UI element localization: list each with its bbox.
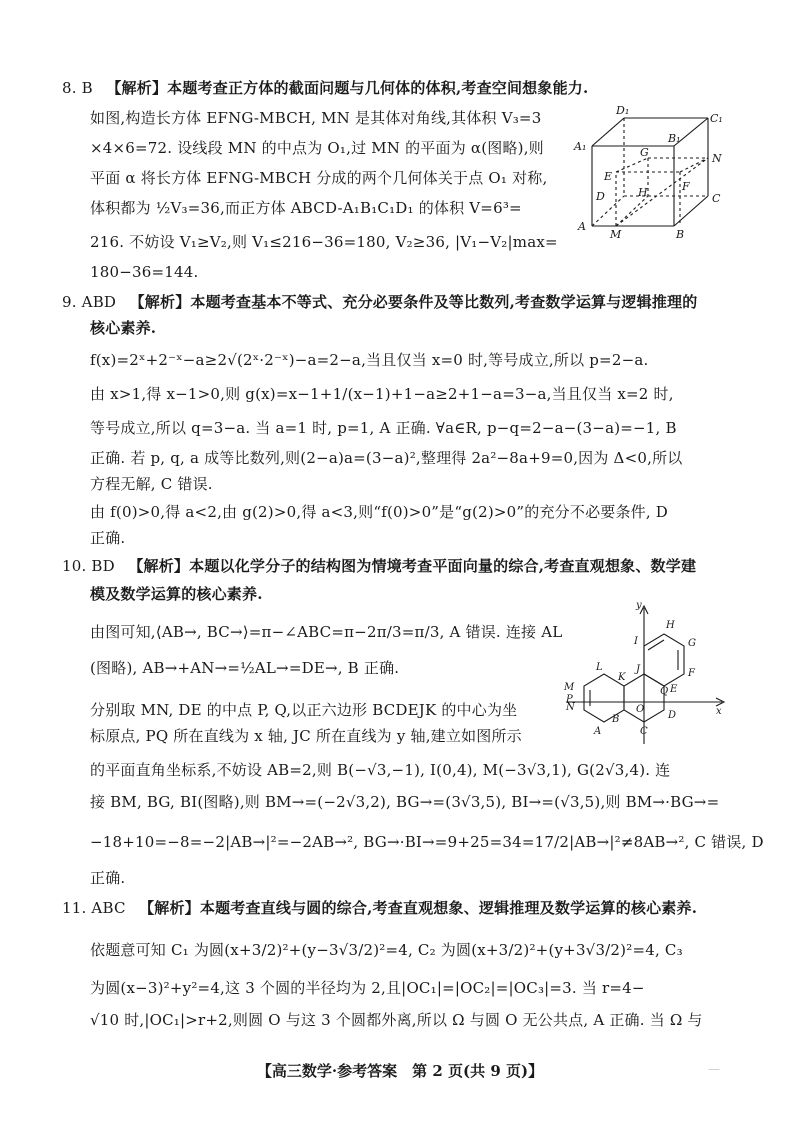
- q9-line-2: 由 x>1,得 x−1>0,则 g(x)=x−1+1/(x−1)+1−a≥2+1−a=3−a,当且仅当 x=2 时,: [90, 385, 674, 403]
- q8-line-3: 平面 α 将长方体 EFNG-MBCH 分成的两个几何体关于点 O₁ 对称,: [90, 169, 548, 187]
- label-x: x: [716, 706, 722, 717]
- label-B1: B₁: [668, 132, 681, 145]
- label-C1: C₁: [710, 112, 723, 125]
- label-C2: C: [640, 726, 648, 737]
- label-E: E: [604, 170, 613, 183]
- q11-line-1: 依题意可知 C₁ 为圆(x+3/2)²+(y−3√3/2)²=4, C₂ 为圆(x+3/2)²+(y+3√3/2)²=4, C₃: [90, 941, 683, 959]
- q8-line-1: 如图,构造长方体 EFNG-MBCH, MN 是其体对角线,其体积 V₃=3: [90, 109, 542, 127]
- q10-line-7: −18+10=−8=−2|AB→|²=−2AB→², BG→·BI→=9+25=34=17/2|AB→|²≠8AB→², C 错误, D: [90, 833, 764, 851]
- label-H: H: [638, 186, 648, 199]
- label-I: I: [634, 636, 638, 647]
- label-B: B: [676, 228, 685, 240]
- q9-line-3: 等号成立,所以 q=3−a. 当 a=1 时, p=1, A 正确. ∀a∈R, p−q=2−a−(3−a)=−1, B: [90, 419, 677, 437]
- page-footer: 【高三数学·参考答案 第 2 页(共 9 页)】: [256, 1062, 544, 1080]
- q9-line-6: 由 f(0)>0,得 a<2,由 g(2)>0,得 a<3,则“f(0)>0”是“g(2)>0”的充分不必要条件, D: [90, 503, 669, 521]
- decorative-mark: —: [708, 1062, 720, 1076]
- label-N: N: [712, 152, 722, 165]
- q10-line-3: 分别取 MN, DE 的中点 P, Q,以正六边形 BCDEJK 的中心为坐: [90, 701, 518, 719]
- q10-line-6: 接 BM, BG, BI(图略),则 BM→=(−2√3,2), BG→=(3√3,5), BI→=(√3,5),则 BM→·BG→=: [90, 793, 720, 811]
- q10-header: 10. BD 【解析】本题以化学分子的结构图为情境考查平面向量的综合,考查直观想象、数学建: [62, 557, 697, 575]
- q10-line-8: 正确.: [90, 869, 126, 887]
- q10-line-1: 由图可知,⟨AB→, BC→⟩=π−∠ABC=π−2π/3=π/3, A 错误. 连接 AL: [90, 623, 563, 641]
- q9-header: 9. ABD 【解析】本题考查基本不等式、充分必要条件及等比数列,考查数学运算与逻辑推理的: [62, 293, 698, 311]
- label-M2: M: [564, 682, 575, 693]
- label-Q: Q: [660, 686, 669, 697]
- q9-line-7: 正确.: [90, 529, 126, 547]
- q10-line-2: (图略), AB→+AN→=½AL→=DE→, B 正确.: [90, 659, 400, 677]
- q9-header-cont: 核心素养.: [90, 319, 157, 337]
- q10-molecule-figure: [560, 598, 730, 748]
- label-F: F: [682, 180, 690, 193]
- q8-line-5: 216. 不妨设 V₁≥V₂,则 V₁≤216−36=180, V₂≥36, |V₁−V₂|max=: [90, 233, 558, 251]
- q11-line-3: √10 时,|OC₁|>r+2,则圆 O 与这 3 个圆都外离,所以 Ω 与圆 O 无公共点, A 正确. 当 Ω 与: [90, 1011, 703, 1029]
- label-O: O: [636, 704, 645, 715]
- label-G2: G: [688, 638, 696, 649]
- label-D: D: [596, 190, 605, 203]
- label-H2: H: [666, 620, 675, 631]
- label-J: J: [636, 664, 641, 675]
- label-y: y: [636, 600, 642, 611]
- label-A2: A: [594, 726, 602, 737]
- label-A1: A₁: [574, 140, 587, 153]
- label-N2: N: [566, 702, 575, 713]
- q8-line-6: 180−36=144.: [90, 263, 199, 281]
- q8-line-4: 体积都为 ½V₃=36,而正方体 ABCD-A₁B₁C₁D₁ 的体积 V=6³=: [90, 199, 522, 217]
- q9-line-4: 正确. 若 p, q, a 成等比数列,则(2−a)a=(3−a)²,整理得 2a²−8a+9=0,因为 Δ<0,所以: [90, 449, 683, 467]
- label-P: P: [566, 694, 573, 705]
- label-L: L: [596, 662, 603, 673]
- q10-line-5: 的平面直角坐标系,不妨设 AB=2,则 B(−√3,−1), I(0,4), M(−3√3,1), G(2√3,4). 连: [90, 761, 671, 779]
- q8-header: 8. B 【解析】本题考查正方体的截面问题与几何体的体积,考查空间想象能力.: [62, 79, 589, 97]
- q10-header-cont: 模及数学运算的核心素养.: [90, 585, 263, 603]
- q9-line-1: f(x)=2ˣ+2⁻ˣ−a≥2√(2ˣ·2⁻ˣ)−a=2−a,当且仅当 x=0 时,等号成立,所以 p=2−a.: [90, 351, 649, 369]
- q8-cube-figure: [572, 100, 732, 240]
- q9-line-5: 方程无解, C 错误.: [90, 475, 213, 493]
- label-E2: E: [670, 684, 678, 695]
- label-M: M: [610, 228, 622, 240]
- label-B2: B: [612, 714, 620, 725]
- label-K: K: [618, 672, 626, 683]
- q8-line-2: ×4×6=72. 设线段 MN 的中点为 O₁,过 MN 的平面为 α(图略),则: [90, 139, 544, 157]
- label-G: G: [640, 146, 649, 159]
- q11-line-2: 为圆(x−3)²+y²=4,这 3 个圆的半径均为 2,且|OC₁|=|OC₂|=|OC₃|=3. 当 r=4−: [90, 979, 645, 997]
- label-F2: F: [688, 668, 695, 679]
- q10-line-4: 标原点, PQ 所在直线为 x 轴, JC 所在直线为 y 轴,建立如图所示: [90, 727, 522, 745]
- q11-header: 11. ABC 【解析】本题考查直线与圆的综合,考查直观想象、逻辑推理及数学运算的核心素养.: [62, 899, 698, 917]
- label-D2: D: [668, 710, 677, 721]
- label-A: A: [578, 220, 586, 233]
- label-C: C: [712, 192, 721, 205]
- label-D1: D₁: [616, 104, 630, 117]
